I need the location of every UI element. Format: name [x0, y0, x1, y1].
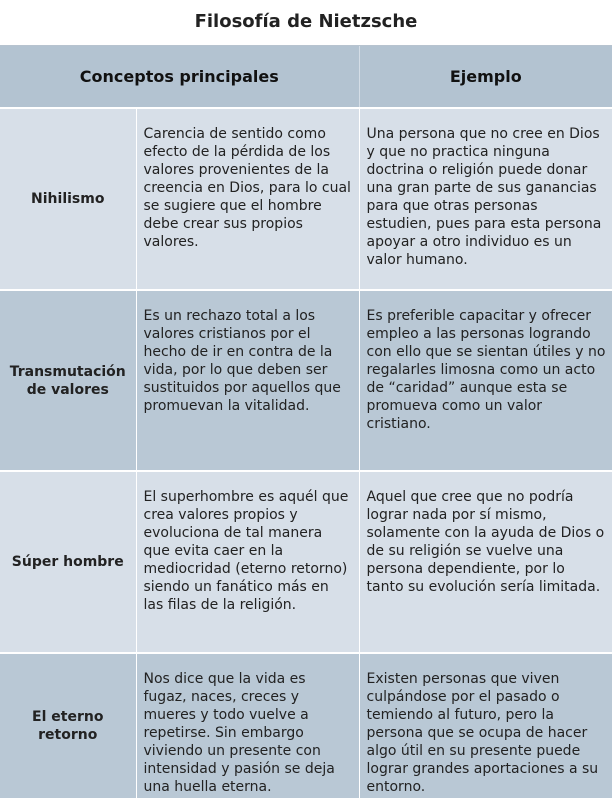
- header-concepts: Conceptos principales: [0, 46, 359, 108]
- table-row: [0, 471, 612, 653]
- concept-name: Nihilismo: [0, 108, 136, 290]
- concept-description: El superhombre es aquél que crea valores propios y evoluciona de tal manera que evita caer en la mediocridad (eterno retorno) siendo un fanático más en las filas de la religión.: [136, 471, 359, 653]
- concept-name: Súper hombre: [0, 471, 136, 653]
- table-row: [0, 290, 612, 471]
- concept-description: Es un rechazo total a los valores cristianos por el hecho de ir en contra de la vida, por lo que deben ser sustituidos por aquellos que promuevan la vitalidad.: [136, 290, 359, 471]
- concept-example: Es preferible capacitar y ofrecer empleo a las personas logrando con ello que se sientan útiles y no regalarles limosna como un acto de “caridad” aunque esta se promueva como un valor cristiano.: [359, 290, 612, 471]
- concept-description: Nos dice que la vida es fugaz, naces, creces y mueres y todo vuelve a repetirse. Sin embargo viviendo un presente con intensidad y pasión se deja una huella eterna.: [136, 653, 359, 798]
- concept-example: Aquel que cree que no podría lograr nada por sí mismo, solamente con la ayuda de Dios o de su religión se vuelve una persona dependiente, por lo tanto su evolución sería limitada.: [359, 471, 612, 653]
- table-row: [0, 653, 612, 798]
- concept-example: Existen personas que viven culpándose por el pasado o temiendo al futuro, pero la persona que se ocupa de hacer algo útil en su presente puede lograr grandes aportaciones a su entorno.: [359, 653, 612, 798]
- concept-name: Transmutación de valores: [0, 290, 136, 471]
- header-example: Ejemplo: [359, 46, 612, 108]
- table-header-row: [0, 46, 612, 108]
- concepts-table: [0, 46, 612, 798]
- concept-description: Carencia de sentido como efecto de la pérdida de los valores provenientes de la creencia en Dios, para lo cual se sugiere que el hombre debe crear sus propios valores.: [136, 108, 359, 290]
- concept-name: El eterno retorno: [0, 653, 136, 798]
- page-title: Filosofía de Nietzsche: [0, 0, 612, 46]
- concept-example: Una persona que no cree en Dios y que no practica ninguna doctrina o religión puede donar una gran parte de sus ganancias para que otras personas estudien, pues para esta persona apoyar a otro individuo es un valor humano.: [359, 108, 612, 290]
- table-row: [0, 108, 612, 290]
